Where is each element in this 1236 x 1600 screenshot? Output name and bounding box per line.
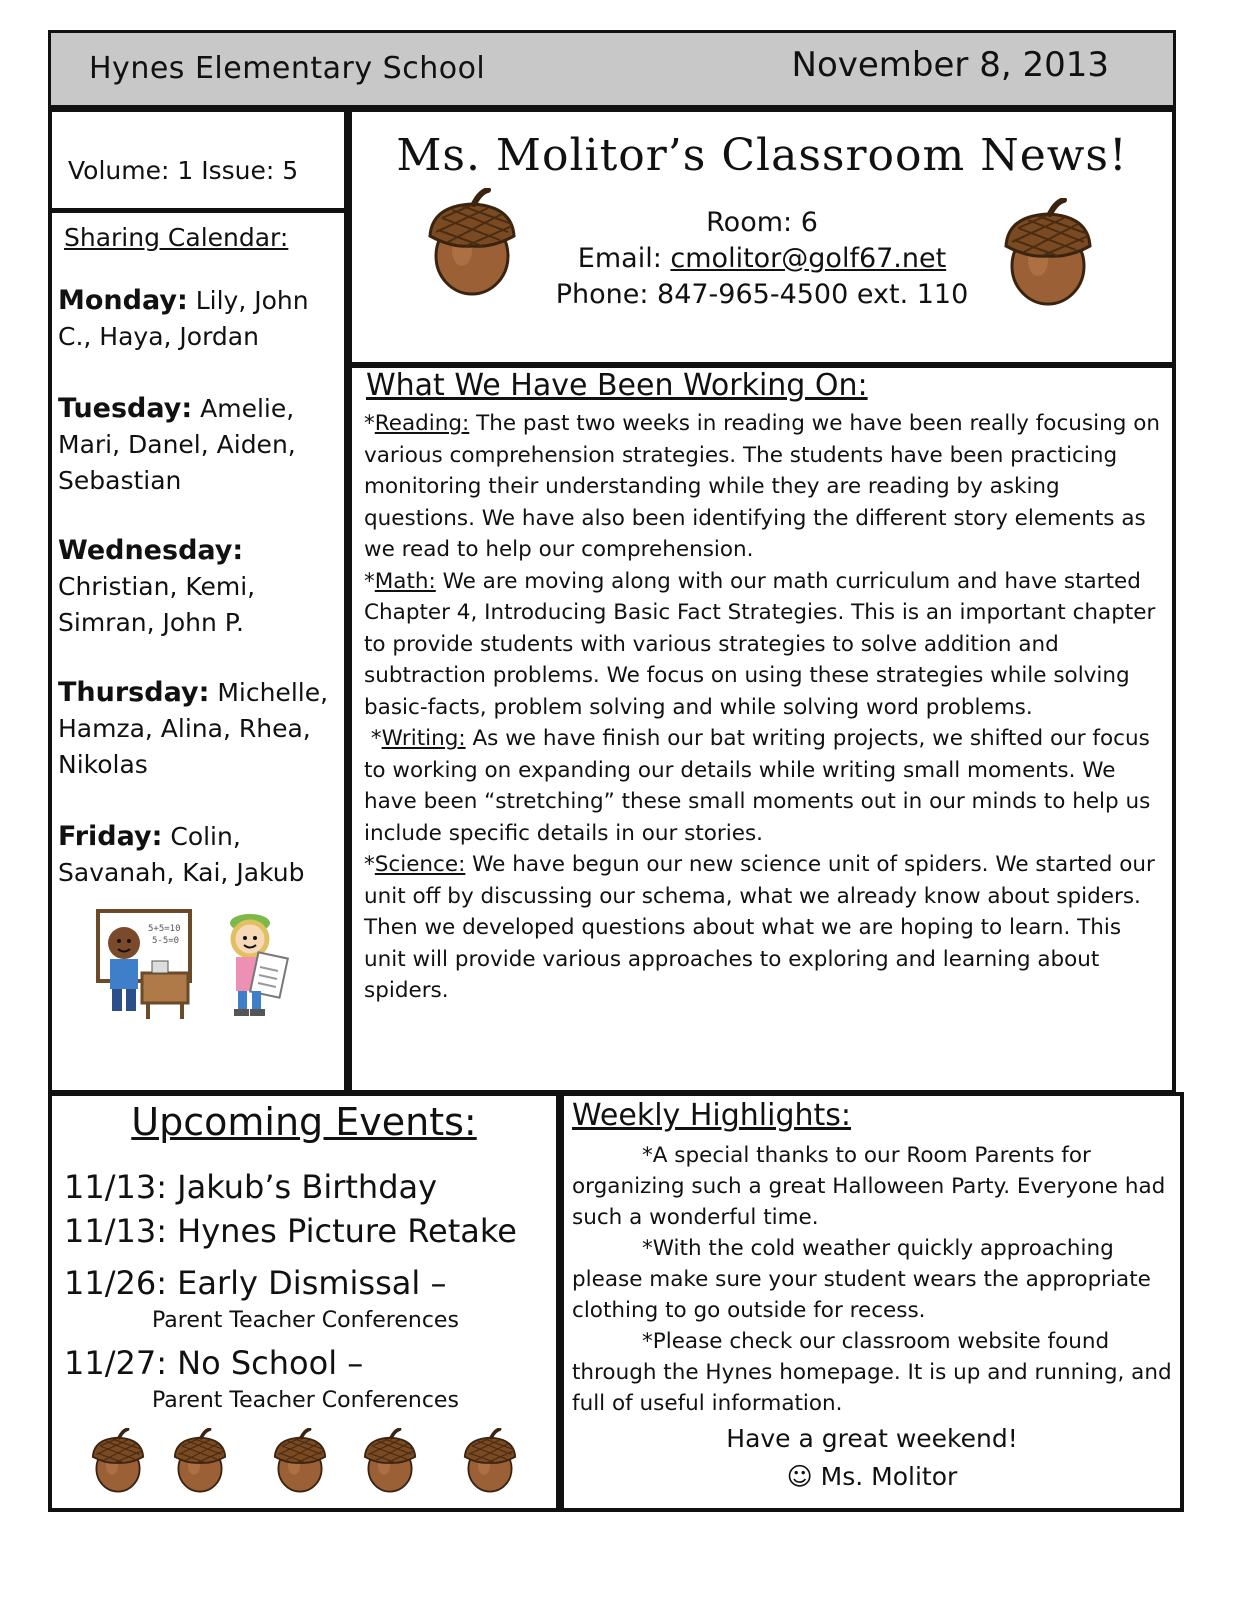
science-text: We have begun our new science unit of spiders. We started our unit off by discussing our schema, what we already know about spiders. Then we developed questions about what we are hoping to learn. This unit will provide various approaches to exploring and learning about spiders. [364, 852, 1155, 1003]
highlights-body [572, 1140, 1172, 1419]
volume-box [48, 108, 348, 212]
event-item: 11/26: Early Dismissal – [64, 1264, 447, 1302]
highlight-paragraph: *A special thanks to our Room Parents for organizing such a great Halloween Party. Everyone had such a wonderful time. [572, 1143, 1166, 1230]
volume-issue: Volume: 1 Issue: 5 [68, 156, 299, 185]
weekly-highlights [560, 1092, 1184, 1512]
day-label: Monday: [58, 285, 188, 316]
phone-line: Phone: 847-965-4500 ext. 110 [555, 279, 969, 310]
newsletter-title-box [348, 108, 1176, 366]
acorn-icon [460, 1428, 520, 1494]
email-line [502, 240, 1022, 277]
bullet-prefix: * [364, 411, 375, 436]
acorn-icon [88, 1428, 148, 1494]
event-item: 11/27: No School – [64, 1344, 364, 1382]
sharing-day-tuesday [58, 391, 344, 499]
newsletter-header [48, 30, 1176, 108]
sharing-calendar-title: Sharing Calendar: [64, 223, 289, 252]
svg-text:5-5=0: 5-5=0 [152, 936, 180, 946]
event-subtext: Parent Teacher Conferences [152, 1308, 459, 1333]
math-label: Math: [374, 568, 436, 594]
bullet-prefix: * [364, 852, 375, 877]
reading-label: Reading: [374, 411, 470, 436]
working-on-body [364, 408, 1164, 1007]
email-link[interactable]: cmolitor@golf67.net [670, 243, 947, 274]
working-on-section [348, 364, 1176, 1094]
day-names: Michelle, Hamza, Alina, Rhea, Nikolas [58, 678, 329, 779]
day-names: Colin, Savanah, Kai, Jakub [58, 822, 305, 887]
math-paragraph [364, 566, 1164, 724]
weekly-highlights-heading: Weekly Highlights: [572, 1098, 851, 1133]
science-label: Science: [374, 852, 466, 877]
acorn-icon [170, 1428, 230, 1494]
day-label: Tuesday: [58, 393, 193, 424]
reading-paragraph [364, 408, 1164, 566]
day-label: Friday: [58, 821, 163, 852]
writing-text: As we have finish our bat writing projects, we shifted our focus to working on expanding our details while writing small moments. We have been “stretching” these small moments out in our minds to help us include specific details in our stories. [364, 726, 1151, 846]
writing-label: Writing: [381, 726, 466, 751]
closing-line: Have a great weekend! [726, 1424, 1018, 1453]
highlight-paragraph: *Please check our classroom website found through the Hynes homepage. It is up and running, and full of useful information. [572, 1329, 1172, 1416]
boy-at-board-clipart [92, 909, 196, 1021]
math-text: We are moving along with our math curriculum and have started Chapter 4, Introducing Basic Fact Strategies. This is an important chapter to provide students with various strategies to solve addition and subtraction problems. We focus on using these strategies while solving basic-facts, problem solving and while solving word problems. [364, 568, 1156, 720]
day-label: Thursday: [58, 677, 210, 708]
svg-text:5+5=10: 5+5=10 [148, 924, 181, 934]
acorn-icon [270, 1428, 330, 1494]
sharing-day-friday [58, 819, 344, 891]
upcoming-events [48, 1092, 560, 1512]
working-on-heading: What We Have Been Working On: [366, 368, 868, 403]
day-label: Wednesday: [58, 535, 244, 566]
sharing-calendar [48, 210, 348, 1094]
writing-paragraph [364, 723, 1164, 849]
day-names: Amelie, Mari, Danel, Aiden, Sebastian [58, 394, 296, 495]
bullet-prefix: * [364, 568, 375, 594]
sharing-day-monday [58, 283, 344, 355]
sharing-day-wednesday [58, 533, 344, 641]
science-paragraph [364, 849, 1164, 1007]
email-label: Email: [577, 243, 662, 274]
event-item: 11/13: Hynes Picture Retake [64, 1212, 517, 1250]
bullet-prefix: * [364, 726, 382, 751]
newsletter-title: Ms. Molitor’s Classroom News! [396, 130, 1128, 181]
room-number: Room: 6 [706, 207, 818, 238]
acorn-icon [360, 1428, 420, 1494]
day-names: Christian, Kemi, Simran, John P. [58, 572, 256, 637]
day-names: Lily, John C., Haya, Jordan [58, 286, 309, 351]
sharing-day-thursday [58, 675, 344, 783]
girl-with-paper-clipart [214, 909, 294, 1021]
upcoming-events-heading: Upcoming Events: [131, 1100, 477, 1144]
issue-date: November 8, 2013 [791, 45, 1109, 85]
event-item: 11/13: Jakub’s Birthday [64, 1168, 438, 1206]
school-name: Hynes Elementary School [89, 51, 486, 86]
reading-text: The past two weeks in reading we have been really focusing on various comprehension strategies. The students have been practicing monitoring their understanding while they are reading by asking questions. We have also been identifying the different story elements as we read to help our comprehension. [364, 411, 1160, 562]
highlight-paragraph: *With the cold weather quickly approaching please make sure your student wears the appropriate clothing to go outside for recess. [572, 1236, 1151, 1323]
event-subtext: Parent Teacher Conferences [152, 1388, 459, 1413]
signature: ☺ Ms. Molitor [786, 1462, 958, 1491]
